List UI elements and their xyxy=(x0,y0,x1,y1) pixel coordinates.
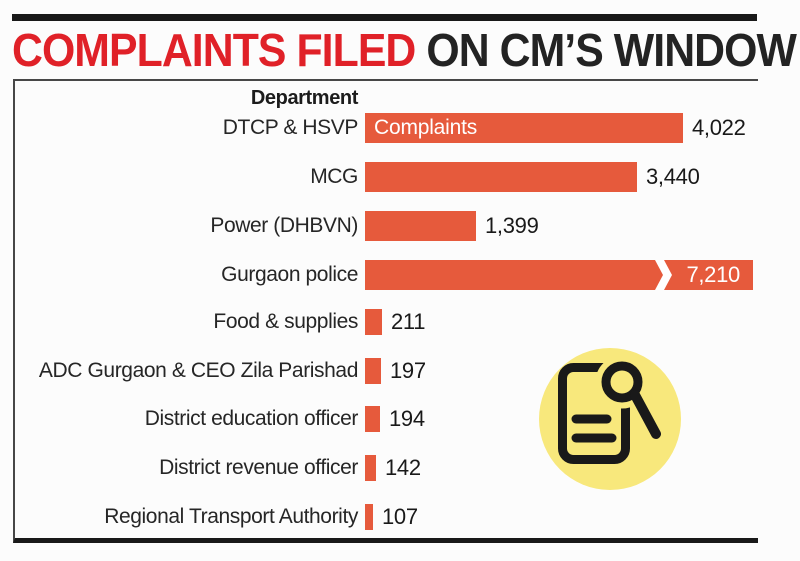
chart-row xyxy=(15,162,758,192)
bar-value: 211 xyxy=(391,309,426,334)
chart-row xyxy=(15,113,758,143)
bar-label: District education officer xyxy=(144,407,358,430)
bar xyxy=(365,358,381,384)
bar-value: 197 xyxy=(390,358,426,383)
bar-label: Power (DHBVN) xyxy=(210,214,358,237)
column-header: Department xyxy=(250,87,358,109)
bar-value: 3,440 xyxy=(646,164,700,189)
chart-row xyxy=(15,211,758,241)
bar xyxy=(365,211,476,241)
bar-value: 142 xyxy=(385,455,421,480)
chart-panel xyxy=(13,79,758,543)
page-title-red: COMPLAINTS FILED xyxy=(12,24,416,76)
series-label: Complaints xyxy=(374,116,478,139)
chart-row xyxy=(15,309,758,335)
bar-label: District revenue officer xyxy=(159,456,358,479)
bar-label: MCG xyxy=(310,165,358,188)
bar xyxy=(365,406,380,432)
axis-break-icon xyxy=(653,260,673,290)
top-rule xyxy=(12,14,757,21)
bar-label: Food & supplies xyxy=(213,310,358,333)
bar xyxy=(365,504,373,530)
bar-label: Gurgaon police xyxy=(221,263,358,286)
bar xyxy=(365,309,382,335)
bar-label: DTCP & HSVP xyxy=(222,116,358,139)
bar-value: 7,210 xyxy=(686,262,740,287)
bar xyxy=(365,162,637,192)
bar xyxy=(365,260,753,290)
chart-row xyxy=(15,260,758,290)
bar-value: 4,022 xyxy=(692,115,746,140)
bar-value: 1,399 xyxy=(485,213,539,238)
bar xyxy=(365,455,376,481)
bar-value: 107 xyxy=(382,504,418,529)
chart-row xyxy=(15,504,758,530)
bar-label: Regional Transport Authority xyxy=(104,505,358,528)
bar-value: 194 xyxy=(389,406,425,431)
document-search-icon xyxy=(539,348,681,490)
page-title xyxy=(12,24,796,76)
bar-label: ADC Gurgaon & CEO Zila Parishad xyxy=(38,359,358,382)
bar xyxy=(365,113,683,143)
page-title-black: ON CM’S WINDOW xyxy=(415,24,796,76)
